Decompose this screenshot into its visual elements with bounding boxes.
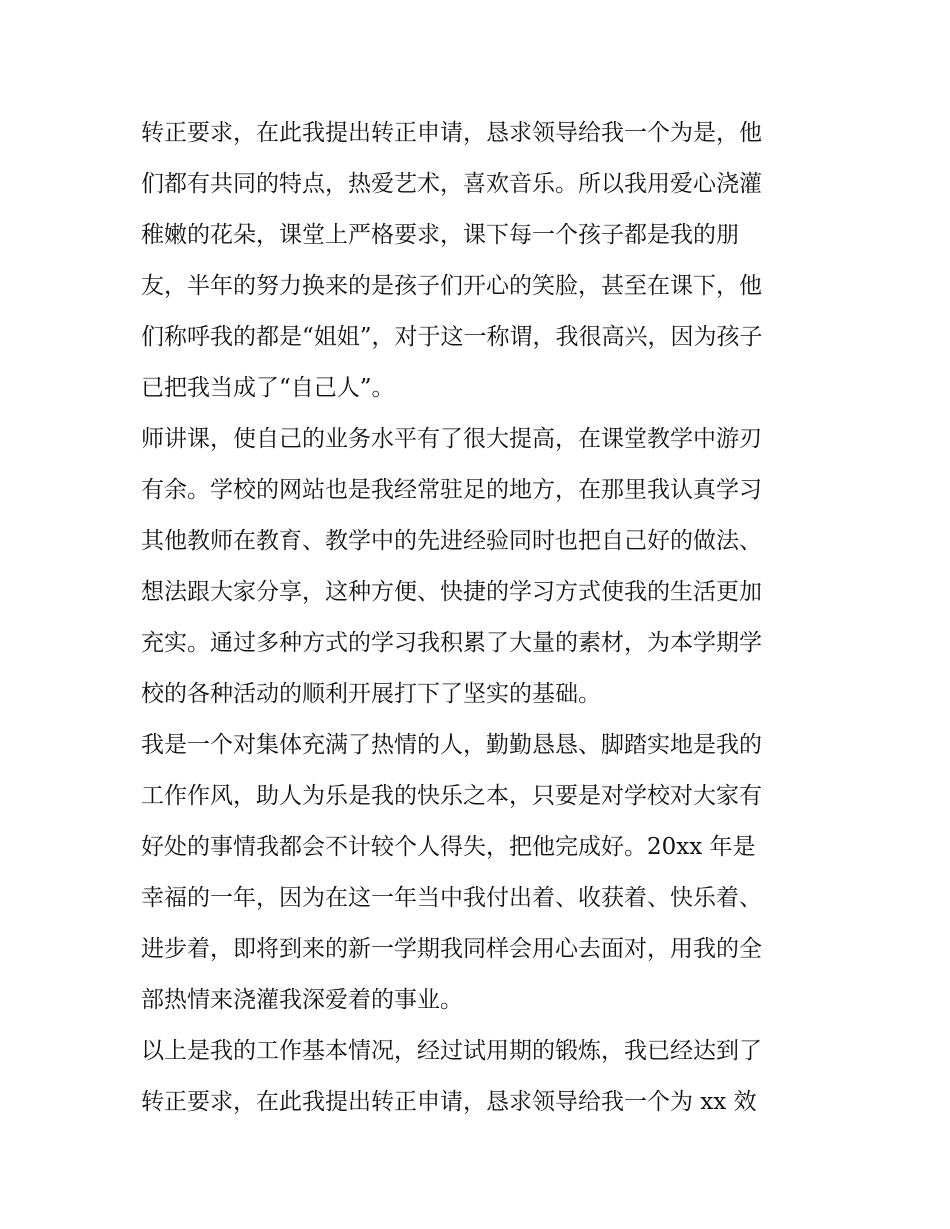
document-body — [141, 108, 821, 1128]
text-line: 已把我当成了“自己人”。 — [141, 375, 395, 401]
text-line: 其他教师在教育、教学中的先进经验同时也把自己好的做法、 — [141, 528, 762, 554]
text-line: 幸福的一年，因为在这一年当中我付出着、收获着、快乐着、 — [141, 885, 762, 911]
text-line: 充实。通过多种方式的学习我积累了大量的素材，为本学期学 — [141, 630, 762, 656]
text-line: 转正要求，在此我提出转正申请，恳求领导给我一个为 xx 效 — [141, 1089, 757, 1115]
text-line: 转正要求，在此我提出转正申请，恳求领导给我一个为是，他 — [141, 120, 762, 146]
text-line: 有余。学校的网站也是我经常驻足的地方，在那里我认真学习 — [141, 477, 762, 503]
text-line: 好处的事情我都会不计较个人得失，把他完成好。20xx 年是 — [141, 834, 756, 860]
text-line: 我是一个对集体充满了热情的人，勤勤恳恳、脚踏实地是我的 — [141, 732, 762, 758]
text-line: 们都有共同的特点，热爱艺术，喜欢音乐。所以我用爱心浇灌 — [141, 171, 762, 197]
text-line: 想法跟大家分享，这种方便、快捷的学习方式使我的生活更加 — [141, 579, 762, 605]
text-line: 校的各种活动的顺利开展打下了坚实的基础。 — [141, 681, 601, 707]
text-line: 以上是我的工作基本情况，经过试用期的锻炼，我已经达到了 — [141, 1038, 762, 1064]
text-line: 友，半年的努力换来的是孩子们开心的笑脸，甚至在课下，他 — [141, 273, 762, 299]
text-line: 师讲课，使自己的业务水平有了很大提高，在课堂教学中游刃 — [141, 426, 762, 452]
text-line: 稚嫩的花朵，课堂上严格要求，课下每一个孩子都是我的朋 — [141, 222, 739, 248]
text-line: 进步着，即将到来的新一学期我同样会用心去面对，用我的全 — [141, 936, 762, 962]
text-line: 工作作风，助人为乐是我的快乐之本，只要是对学校对大家有 — [141, 783, 762, 809]
text-line: 们称呼我的都是“姐姐”，对于这一称谓，我很高兴，因为孩子 — [141, 324, 763, 350]
text-line: 部热情来浇灌我深爱着的事业。 — [141, 987, 463, 1013]
